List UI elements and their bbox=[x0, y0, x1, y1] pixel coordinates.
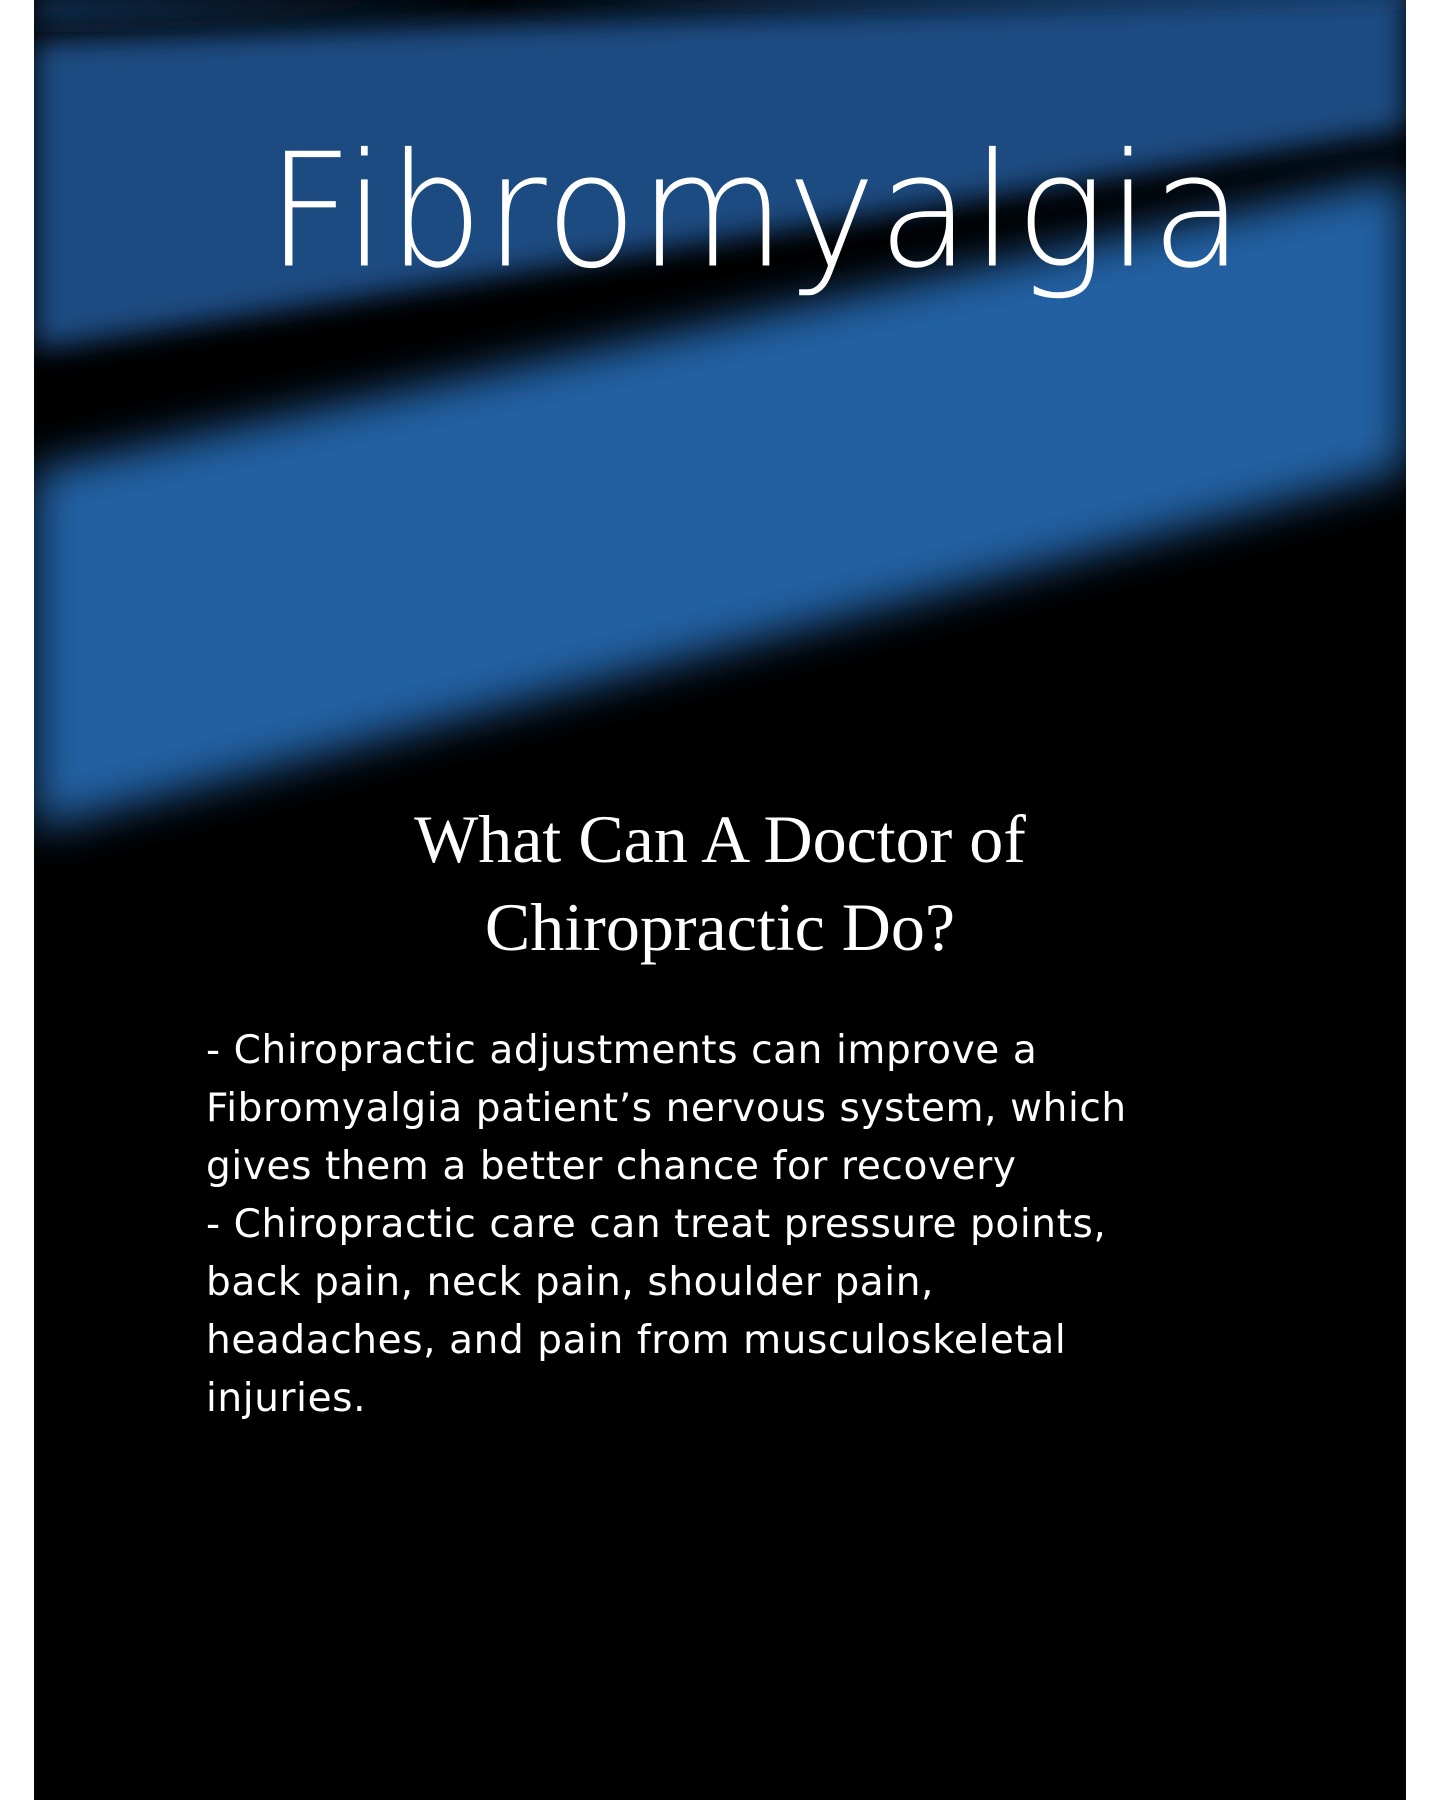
body-line: gives them a better chance for recovery bbox=[206, 1144, 1017, 1189]
body-line: Fibromyalgia patient’s nervous system, which bbox=[206, 1086, 1127, 1131]
poster-card bbox=[34, 0, 1406, 1800]
body-text bbox=[206, 1022, 1266, 1428]
section-heading bbox=[34, 795, 1406, 971]
body-line: injuries. bbox=[206, 1376, 367, 1421]
page-title: Fibromyalgia bbox=[266, 120, 1246, 304]
body-line: back pain, neck pain, shoulder pain, bbox=[206, 1260, 935, 1305]
heading-line-1: What Can A Doctor of bbox=[414, 801, 1026, 877]
body-line: - Chiropractic adjustments can improve a bbox=[206, 1028, 1038, 1073]
body-line: headaches, and pain from musculoskeletal bbox=[206, 1318, 1067, 1363]
heading-line-2: Chiropractic Do? bbox=[484, 889, 956, 965]
body-line: - Chiropractic care can treat pressure points, bbox=[206, 1202, 1107, 1247]
